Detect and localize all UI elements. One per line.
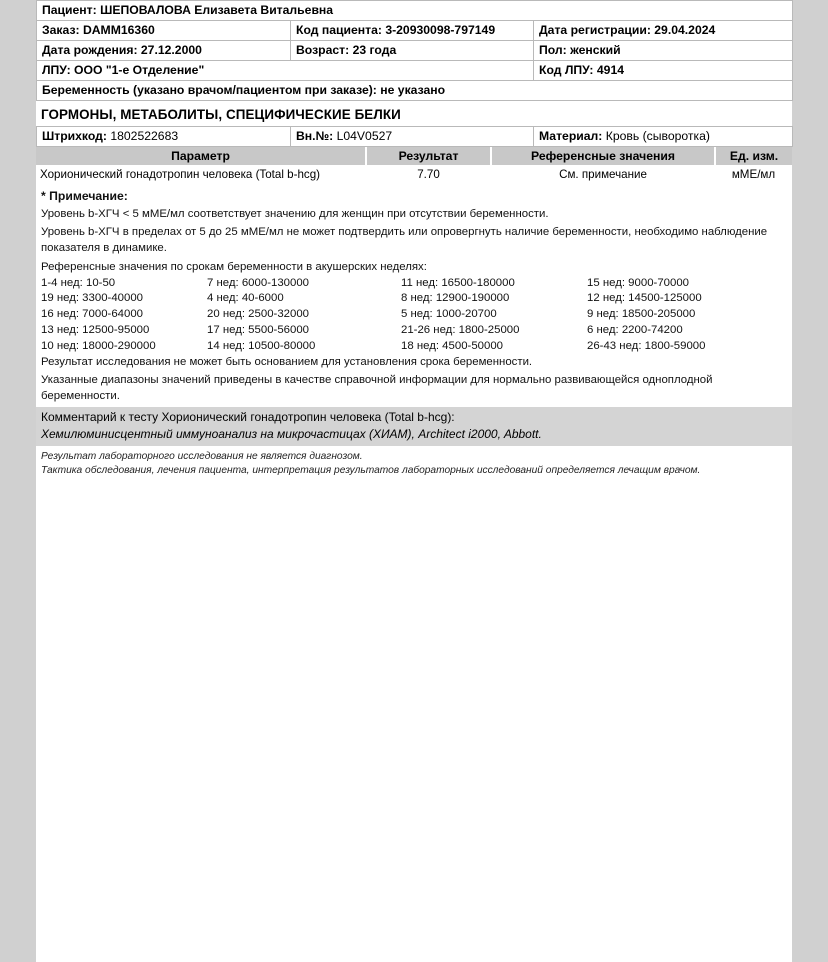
sex-cell <box>534 41 793 61</box>
sex-value: женский <box>570 43 621 57</box>
note-section <box>36 184 792 405</box>
disclaimer-line: Тактика обследования, лечения пациента, интерпретация результатов лабораторных исследований определяется лечащим врачом. <box>41 464 701 476</box>
section-title: ГОРМОНЫ, МЕТАБОЛИТЫ, СПЕЦИФИЧЕСКИЕ БЕЛКИ <box>41 107 401 122</box>
result-parameter: Хорионический гонадотропин человека (Total b-hcg) <box>40 168 320 181</box>
week-reference-item: 10 нед: 18000-290000 <box>41 339 156 352</box>
patient-code-label: Код пациента: <box>296 23 382 37</box>
patient-name-value: ШЕПОВАЛОВА Елизавета Витальевна <box>100 3 334 17</box>
comment-section <box>36 407 792 446</box>
note-line: показателя в динамике. <box>41 242 167 254</box>
registration-date-value: 29.04.2024 <box>654 23 716 37</box>
week-reference-item: 7 нед: 6000-130000 <box>207 276 309 289</box>
patient-name-row <box>37 1 793 21</box>
pregnancy-cell <box>37 81 793 101</box>
table-row <box>37 127 793 147</box>
disclaimer-line: Результат лабораторного исследования не является диагнозом. <box>41 451 363 463</box>
sex-label: Пол: <box>539 43 567 57</box>
week-reference-item: 21-26 нед: 1800-25000 <box>401 323 520 336</box>
page-footer-space <box>36 481 792 962</box>
internal-number-value: L04V0527 <box>336 129 393 143</box>
comment-method: Хемилюминисцентный иммуноанализ на микрочастицах (ХИАМ), Architect i2000, Abbott. <box>41 427 542 442</box>
lab-report-page <box>36 0 792 481</box>
week-reference-item: 6 нед: 2200-74200 <box>587 323 683 336</box>
order-value: DAMM16360 <box>82 23 155 37</box>
patient-code-cell <box>291 21 534 41</box>
pregnancy-label: Беременность (указано врачом/пациентом при заказе): <box>42 83 377 97</box>
registration-date-label: Дата регистрации: <box>539 23 651 37</box>
week-reference-item: 17 нед: 5500-56000 <box>207 323 309 336</box>
material-label: Материал: <box>539 129 603 143</box>
week-reference-item: 5 нед: 1000-20700 <box>401 308 497 321</box>
note-line: Уровень b-ХГЧ < 5 мМЕ/мл соответствует значению для женщин при отсутствии беременности. <box>41 208 549 220</box>
barcode-label: Штрихкод: <box>42 129 107 143</box>
pregnancy-value: не указано <box>380 83 446 97</box>
column-header-unit: Ед. изм. <box>715 147 792 165</box>
note-heading: * Примечание: <box>41 189 128 203</box>
column-header-reference: Референсные значения <box>491 147 715 165</box>
clinic-value: ООО "1-е Отделение" <box>74 63 205 77</box>
birth-date-label: Дата рождения: <box>42 43 138 57</box>
week-reference-item: 14 нед: 10500-80000 <box>207 339 316 352</box>
age-label: Возраст: <box>296 43 350 57</box>
barcode-table <box>36 126 793 147</box>
week-reference-item: 8 нед: 12900-190000 <box>401 292 510 305</box>
birth-date-value: 27.12.2000 <box>140 43 202 57</box>
order-cell <box>37 21 291 41</box>
weeks-reference-grid <box>41 275 787 355</box>
birth-date-cell <box>37 41 291 61</box>
internal-number-label: Вн.№: <box>296 129 334 143</box>
weeks-reference-title: Референсные значения по срокам беременности в акушерских неделях: <box>41 260 427 273</box>
comment-heading: Комментарий к тесту Хорионический гонадотропин человека (Total b-hcg): <box>41 410 455 425</box>
week-reference-item: 20 нед: 2500-32000 <box>207 308 309 321</box>
clinic-label: ЛПУ: <box>42 63 71 77</box>
clinic-code-cell <box>534 61 793 81</box>
week-reference-item: 18 нед: 4500-50000 <box>401 339 503 352</box>
week-reference-item: 11 нед: 16500-180000 <box>401 276 515 289</box>
pregnancy-row <box>37 81 793 101</box>
table-row <box>37 41 793 61</box>
note-tail-line: Указанные диапазоны значений приведены в качестве справочной информации для нормально развивающейся одноплодной беременности. <box>41 374 713 402</box>
clinic-code-label: Код ЛПУ: <box>539 63 594 77</box>
patient-name-cell <box>37 1 793 21</box>
age-cell <box>291 41 534 61</box>
week-reference-item: 16 нед: 7000-64000 <box>41 308 143 321</box>
registration-date-cell <box>534 21 793 41</box>
column-header-parameter: Параметр <box>36 147 366 165</box>
patient-label: Пациент: <box>42 3 97 17</box>
week-reference-item: 12 нед: 14500-125000 <box>587 292 702 305</box>
week-reference-item: 9 нед: 18500-205000 <box>587 308 696 321</box>
week-reference-item: 19 нед: 3300-40000 <box>41 292 143 305</box>
result-value: 7.70 <box>417 168 440 181</box>
table-row <box>36 165 792 184</box>
note-tail-line: Результат исследования не может быть основанием для установления срока беременности. <box>41 356 533 369</box>
week-reference-item: 1-4 нед: 10-50 <box>41 276 116 289</box>
internal-number-cell <box>291 127 534 147</box>
results-header-row <box>36 147 792 165</box>
disclaimer-section <box>36 446 792 481</box>
week-reference-item: 4 нед: 40-6000 <box>207 292 284 305</box>
result-reference: См. примечание <box>559 168 647 181</box>
note-line: Уровень b-ХГЧ в пределах от 5 до 25 мМЕ/мл не может подтвердить или опровергнуть наличие беременности, необходимо наблюдение <box>41 225 768 238</box>
week-reference-item: 13 нед: 12500-95000 <box>41 323 150 336</box>
age-value: 23 года <box>352 43 397 57</box>
patient-code-value: 3-20930098-797149 <box>385 23 496 37</box>
result-unit: мМЕ/мл <box>731 168 776 181</box>
clinic-cell <box>37 61 534 81</box>
material-value: Кровь (сыворотка) <box>605 129 710 143</box>
week-reference-item: 26-43 нед: 1800-59000 <box>587 339 706 352</box>
material-cell <box>534 127 793 147</box>
week-reference-item: 15 нед: 9000-70000 <box>587 276 689 289</box>
patient-info-table <box>36 0 793 101</box>
results-table <box>36 147 792 184</box>
clinic-code-value: 4914 <box>596 63 625 77</box>
column-header-result: Результат <box>366 147 491 165</box>
barcode-cell <box>37 127 291 147</box>
barcode-value: 1802522683 <box>110 129 179 143</box>
table-row <box>37 61 793 81</box>
table-row <box>37 21 793 41</box>
order-label: Заказ: <box>42 23 80 37</box>
